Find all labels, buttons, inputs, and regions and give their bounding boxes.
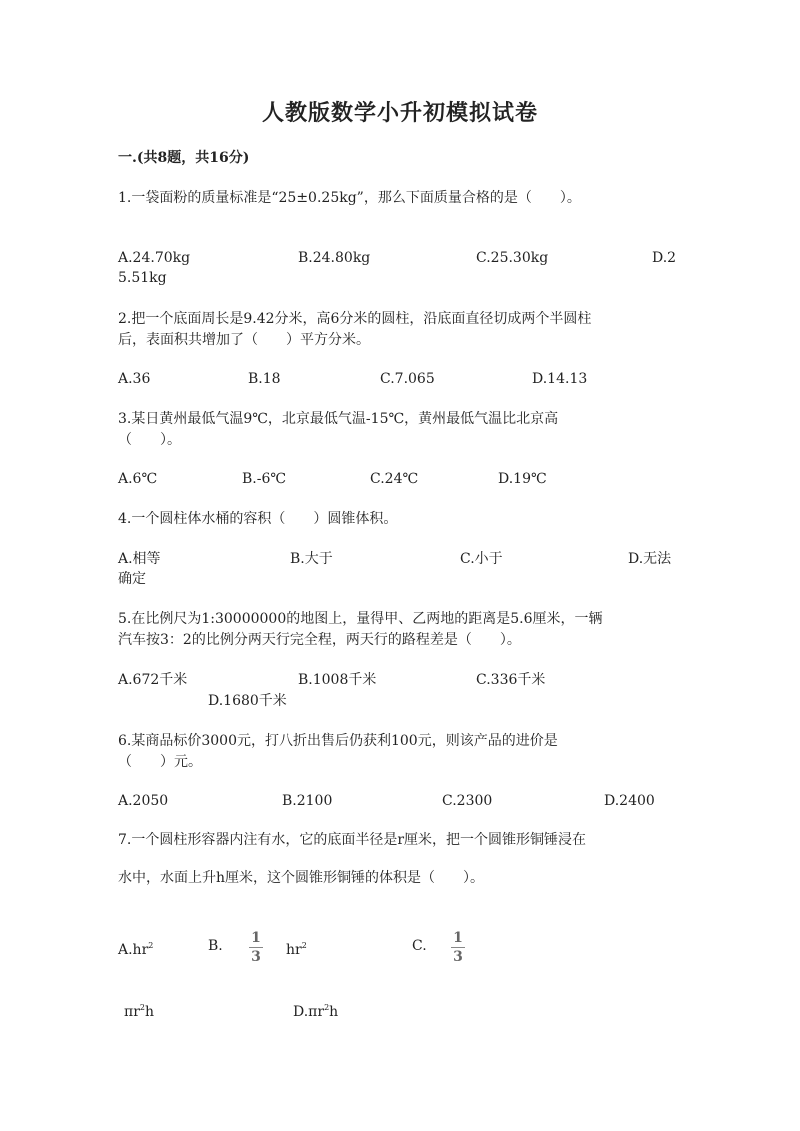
question-7-option-d bbox=[293, 998, 338, 1022]
fraction-numerator: 1 bbox=[251, 930, 261, 946]
question-7-option-c-fraction bbox=[449, 931, 467, 964]
question-6-line-1: 6.某商品标价3000元，打八折出售后仍获利100元，则该产品的进价是 bbox=[118, 733, 558, 749]
question-4-text: 4.一个圆柱体水桶的容积（ ）圆锥体积。 bbox=[118, 511, 398, 527]
section-heading: 一.(共8题，共16分) bbox=[118, 150, 250, 166]
question-7-option-b-fraction bbox=[247, 931, 265, 964]
question-1-text: 1.一袋面粉的质量标准是“25±0.25kg”，那么下面质量合格的是（ ）。 bbox=[118, 190, 581, 206]
question-7-option-c-base: πr bbox=[124, 1004, 140, 1020]
question-7-option-d-tail: h bbox=[329, 1004, 339, 1020]
question-1-option-c: C.25.30kg bbox=[476, 250, 549, 266]
question-2-option-b: B.18 bbox=[248, 371, 281, 387]
question-5-line-1: 5.在比例尺为1:30000000的地图上，量得甲、乙两地的距离是5.6厘米，一辆 bbox=[118, 611, 603, 627]
fraction-bar bbox=[451, 947, 465, 948]
question-5-option-a: A.672千米 bbox=[118, 672, 188, 688]
question-5-option-b: B.1008千米 bbox=[298, 672, 377, 688]
fraction-numerator: 1 bbox=[453, 930, 463, 946]
question-2-option-a: A.36 bbox=[118, 371, 151, 387]
fraction-bar bbox=[249, 947, 263, 948]
question-4-option-d-part1: D.无法 bbox=[628, 551, 672, 567]
question-2-option-d: D.14.13 bbox=[532, 371, 588, 387]
question-5-line-2: 汽车按3：2的比例分两天行完全程，两天行的路程差是（ ）。 bbox=[118, 632, 521, 648]
question-1-option-d-part2: 5.51kg bbox=[118, 270, 167, 286]
question-7-option-a-base: A.hr bbox=[118, 942, 149, 958]
fraction-denominator: 3 bbox=[453, 949, 463, 965]
question-6-option-c: C.2300 bbox=[442, 793, 493, 809]
question-7-line-1: 7.一个圆柱形容器内注有水，它的底面半径是r厘米，把一个圆锥形铜锤浸在 bbox=[118, 832, 587, 848]
question-6-line-2: （ ）元。 bbox=[118, 754, 202, 770]
question-7-option-c-tail: h bbox=[145, 1004, 155, 1020]
question-7-option-b-exponent: 2 bbox=[301, 941, 307, 950]
question-3-line-1: 3.某日黄州最低气温9℃，北京最低气温-15℃，黄州最低气温比北京高 bbox=[118, 411, 559, 427]
question-2-line-1: 2.把一个底面周长是9.42分米，高6分米的圆柱，沿底面直径切成两个半圆柱 bbox=[118, 311, 592, 327]
question-3-option-a: A.6℃ bbox=[118, 471, 158, 487]
question-2-line-2: 后，表面积共增加了（ ）平方分米。 bbox=[118, 332, 370, 348]
question-6-option-d: D.2400 bbox=[604, 793, 655, 809]
question-7-option-b-label: B. bbox=[208, 938, 223, 954]
question-7-line-2: 水中，水面上升h厘米，这个圆锥形铜锤的体积是（ ）。 bbox=[118, 870, 485, 886]
question-4-option-c: C.小于 bbox=[460, 551, 503, 567]
question-7-option-a-exponent: 2 bbox=[148, 941, 154, 950]
question-2-option-c: C.7.065 bbox=[380, 371, 435, 387]
question-7-option-d-base: D.πr bbox=[293, 1004, 325, 1020]
question-5-option-c: C.336千米 bbox=[476, 672, 546, 688]
question-3-option-b: B.-6℃ bbox=[242, 471, 287, 487]
question-5-option-d: D.1680千米 bbox=[208, 693, 287, 709]
question-1-option-d-part1: D.2 bbox=[652, 250, 677, 266]
question-7-option-c-label: C. bbox=[412, 938, 427, 954]
question-3-line-2: （ ）。 bbox=[118, 432, 181, 448]
fraction-denominator: 3 bbox=[251, 949, 261, 965]
question-4-option-a: A.相等 bbox=[118, 551, 161, 567]
question-7-option-c-continuation bbox=[124, 998, 154, 1022]
question-1-option-a: A.24.70kg bbox=[118, 250, 191, 266]
question-7-option-c-exponent: 2 bbox=[139, 1003, 145, 1012]
question-3-option-d: D.19℃ bbox=[498, 471, 547, 487]
question-1-option-b: B.24.80kg bbox=[298, 250, 371, 266]
question-6-option-b: B.2100 bbox=[282, 793, 333, 809]
page-title: 人教版数学小升初模拟试卷 bbox=[261, 100, 538, 126]
question-4-option-d-part2: 确定 bbox=[118, 571, 146, 587]
question-7-option-a bbox=[118, 936, 153, 960]
question-7-option-b-expression bbox=[286, 936, 307, 960]
question-6-option-a: A.2050 bbox=[118, 793, 169, 809]
question-4-option-b: B.大于 bbox=[290, 551, 333, 567]
question-7-option-b-base: hr bbox=[286, 942, 302, 958]
question-7-option-d-exponent: 2 bbox=[324, 1003, 330, 1012]
question-3-option-c: C.24℃ bbox=[370, 471, 419, 487]
